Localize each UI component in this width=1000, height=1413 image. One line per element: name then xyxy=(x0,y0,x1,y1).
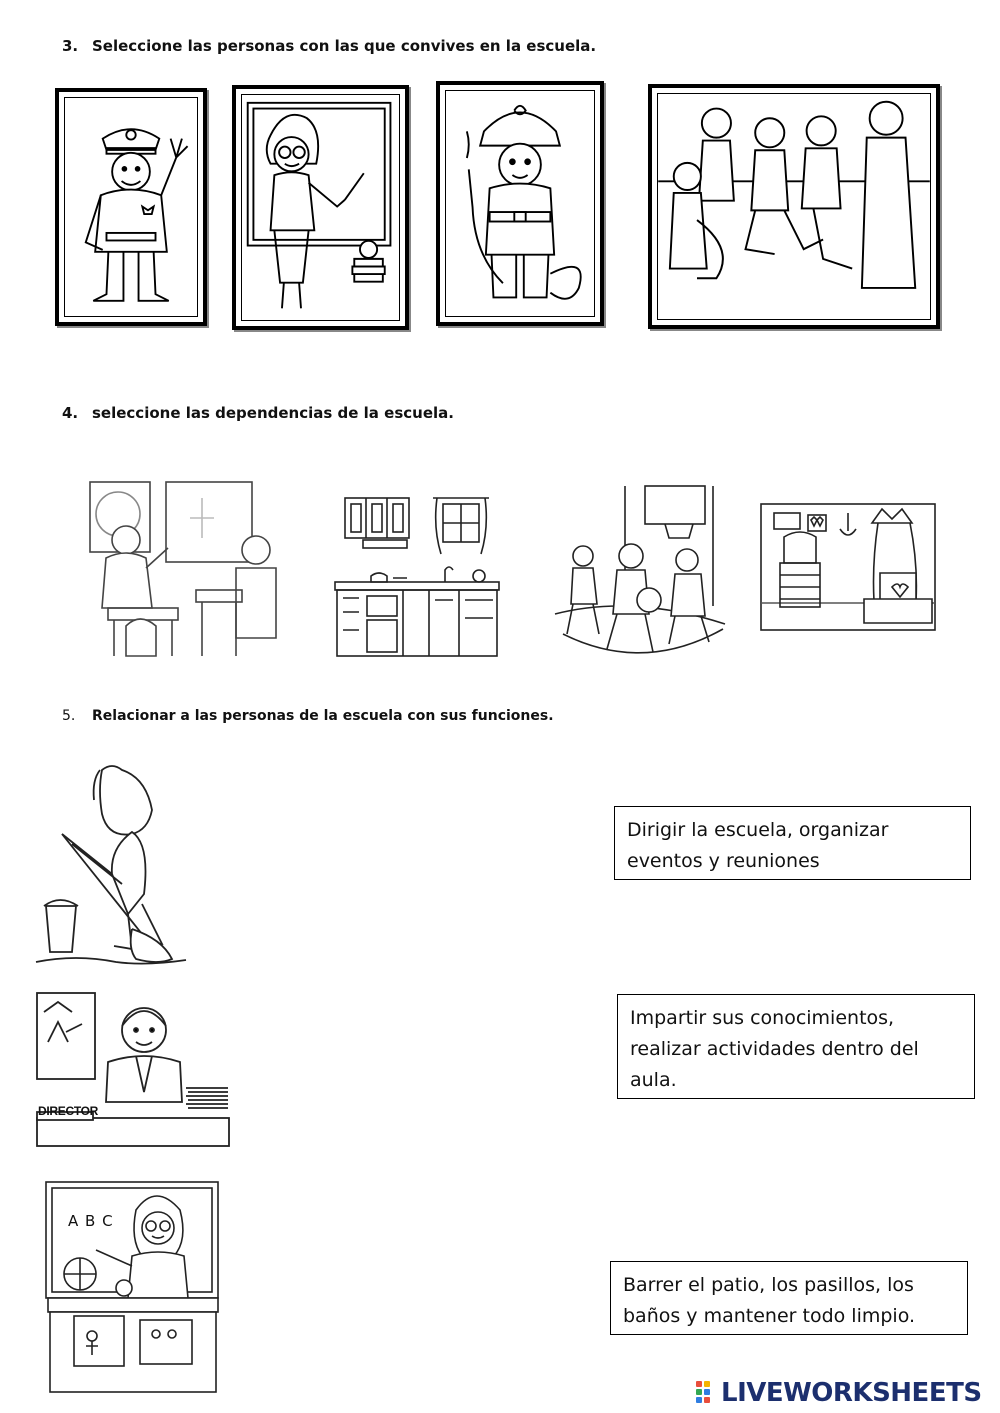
function-box-2[interactable] xyxy=(617,994,975,1099)
teacher-image[interactable] xyxy=(232,85,409,330)
function-text: Dirigir la escuela, organizar eventos y reuniones xyxy=(627,819,889,872)
function-box-1[interactable] xyxy=(614,806,971,880)
board-letters: A B C xyxy=(68,1212,114,1230)
question-4-title xyxy=(62,404,454,422)
classmates-image[interactable] xyxy=(648,84,940,329)
question-3-title xyxy=(62,37,596,55)
function-text: Barrer el patio, los pasillos, los baños y mantener todo limpio. xyxy=(623,1274,916,1327)
police-officer-image[interactable] xyxy=(55,88,207,326)
logo-squares-icon xyxy=(696,1381,718,1403)
director-sign: DIRECTOR xyxy=(38,1104,99,1118)
playground-image[interactable] xyxy=(553,484,728,662)
firefighter-image[interactable] xyxy=(436,81,604,326)
question-number: 3. xyxy=(62,37,79,55)
question-number: 5. xyxy=(62,708,76,724)
function-box-3[interactable] xyxy=(610,1261,968,1335)
liveworksheets-logo[interactable] xyxy=(696,1378,982,1408)
brand-name: LIVEWORKSHEETS xyxy=(721,1378,982,1408)
kitchen-image[interactable] xyxy=(333,490,501,660)
classroom-image[interactable] xyxy=(86,478,278,658)
question-text: Seleccione las personas con las que convives en la escuela. xyxy=(92,37,597,55)
question-text: seleccione las dependencias de la escuela. xyxy=(92,404,454,422)
function-text: Impartir sus conocimientos, realizar actividades dentro del aula. xyxy=(630,1007,919,1091)
question-5-title xyxy=(62,708,554,724)
bedroom-image[interactable] xyxy=(760,503,936,631)
question-text: Relacionar a las personas de la escuela con sus funciones. xyxy=(92,708,554,724)
janitor-image[interactable] xyxy=(32,764,190,974)
director-image[interactable] xyxy=(36,992,230,1148)
question-number: 4. xyxy=(62,404,79,422)
teacher-desk-image[interactable] xyxy=(40,1176,226,1398)
